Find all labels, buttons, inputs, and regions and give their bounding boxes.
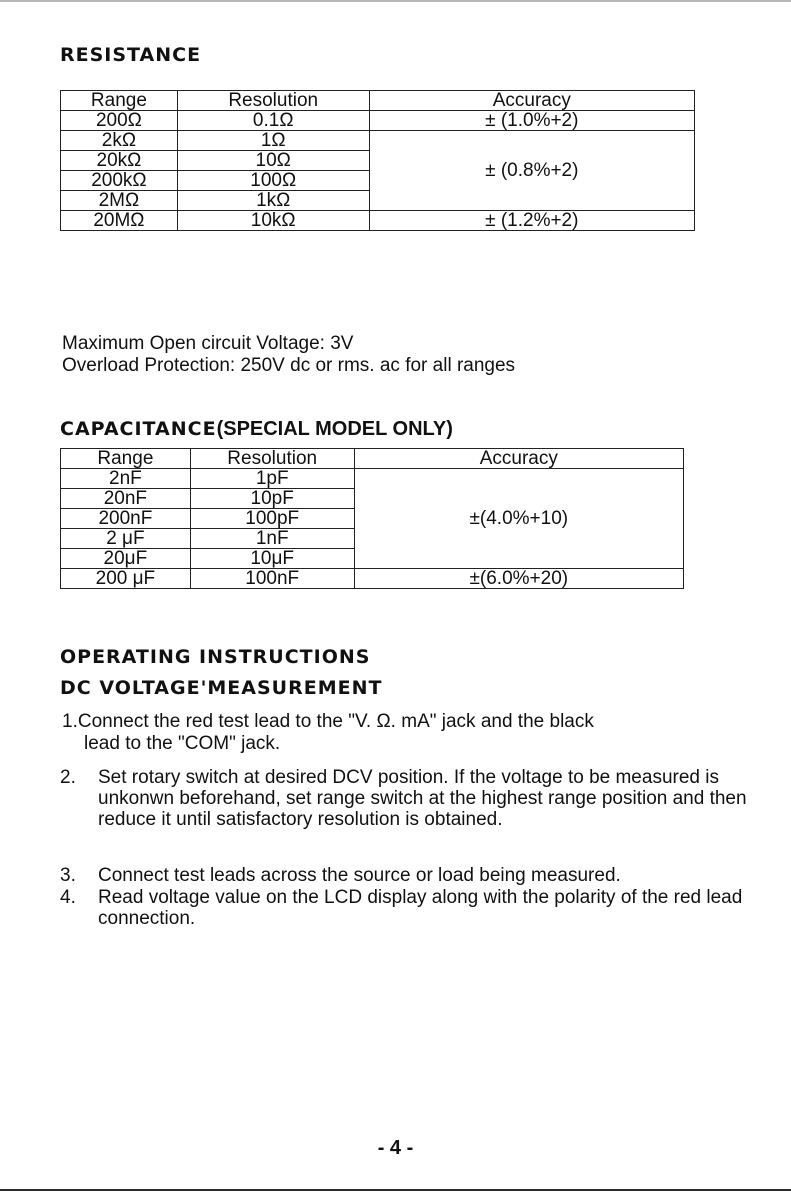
resolution-cell: 1pF [190,469,354,489]
resolution-cell: 1nF [190,529,354,549]
page-number: - 4 - [377,1137,414,1159]
instruction-step-4 [60,887,772,929]
resistance-note-overload: Overload Protection: 250V dc or rms. ac for all ranges [62,355,516,376]
step-number: 4. [60,887,76,908]
range-cell: 200Ω [61,111,178,131]
header-range: Range [61,449,191,469]
range-cell: 2kΩ [61,131,178,151]
capacitance-heading-subtitle: (SPECIAL MODEL ONLY) [216,418,453,440]
resolution-cell: 0.1Ω [177,111,369,131]
step-number: 3. [60,865,76,886]
range-cell: 2MΩ [61,191,178,211]
range-cell: 200kΩ [61,171,178,191]
accuracy-cell-merged: ± (0.8%+2) [369,131,694,211]
range-cell: 20μF [61,549,191,569]
step-number: 2. [60,767,76,788]
accuracy-cell-merged: ±(4.0%+10) [354,469,683,569]
table-row [61,111,695,131]
resolution-cell: 10kΩ [177,211,369,231]
header-accuracy: Accuracy [354,449,683,469]
bottom-border [0,1189,791,1191]
range-cell: 20kΩ [61,151,178,171]
resolution-cell: 100nF [190,569,354,589]
range-cell: 20nF [61,489,191,509]
top-border [0,0,791,2]
header-accuracy: Accuracy [369,91,694,111]
header-range: Range [61,91,178,111]
resistance-table [60,90,695,231]
resolution-cell: 1kΩ [177,191,369,211]
step-text: Set rotary switch at desired DCV position. If the voltage to be measured is unkonwn beforehand, set range switch at the highest range position and then reduce it until satisfactory resolution is obtained. [98,767,747,830]
range-cell: 200nF [61,509,191,529]
capacitance-heading [60,418,453,441]
capacitance-table [60,448,684,589]
table-header-row [61,449,684,469]
range-cell: 200 μF [61,569,191,589]
resolution-cell: 1Ω [177,131,369,151]
table-row [61,569,684,589]
accuracy-cell: ±(6.0%+20) [354,569,683,589]
table-header-row [61,91,695,111]
instruction-step-1-line1: 1.Connect the red test lead to the "V. Ω. mA" jack and the black [62,711,594,732]
instruction-step-1 [62,711,772,755]
header-resolution: Resolution [177,91,369,111]
dc-voltage-heading: DC VOLTAGE'MEASUREMENT [60,677,383,699]
table-row [61,211,695,231]
range-cell: 2 μF [61,529,191,549]
capacitance-heading-title: CAPACITANCE [60,418,217,440]
range-cell: 20MΩ [61,211,178,231]
table-row [61,131,695,151]
resistance-note-open-voltage: Maximum Open circuit Voltage: 3V [62,333,354,354]
resolution-cell: 10pF [190,489,354,509]
step-text: Read voltage value on the LCD display along with the polarity of the red lead connection. [98,887,743,929]
resolution-cell: 10μF [190,549,354,569]
operating-instructions-heading: OPERATING INSTRUCTIONS [60,646,371,668]
resistance-heading: RESISTANCE [60,44,202,66]
instruction-step-2 [60,767,772,830]
instruction-step-1-line2: lead to the "COM" jack. [84,733,281,754]
accuracy-cell: ± (1.0%+2) [369,111,694,131]
resolution-cell: 10Ω [177,151,369,171]
step-text: Connect test leads across the source or load being measured. [98,865,621,886]
range-cell: 2nF [61,469,191,489]
instruction-step-3 [60,865,772,886]
table-row [61,469,684,489]
resolution-cell: 100pF [190,509,354,529]
resolution-cell: 100Ω [177,171,369,191]
accuracy-cell: ± (1.2%+2) [369,211,694,231]
header-resolution: Resolution [190,449,354,469]
